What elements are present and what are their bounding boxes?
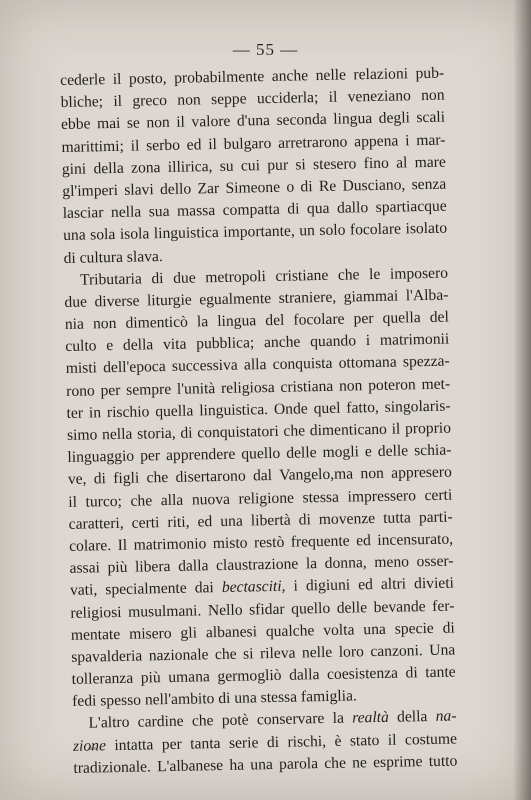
italic-segment: realtà bbox=[352, 709, 390, 727]
text-line: nia non dimenticò la lingua del focolare per quella del bbox=[64, 308, 449, 334]
text-line: spavalderia nazionale che si rileva nelle loro canzoni. Una bbox=[71, 641, 456, 666]
text-line: cederle il posto, probabilmente anche nelle relazioni pub- bbox=[60, 64, 445, 89]
text-line: il turco; che alla nuova religione stessa impressero certi bbox=[68, 486, 453, 511]
text-segment: i digiuni ed altri divieti bbox=[285, 574, 455, 596]
italic-segment: bectasciti, bbox=[221, 578, 286, 597]
text-line: gl'imperi slavi dello Zar Simeone o di Re Dusciano, senza bbox=[62, 175, 447, 200]
text-line: misti dell'epoca successiva alla conquista ottomana spezza- bbox=[65, 353, 450, 378]
text-line: lasciar nella sua massa compatta di qua dallo spartiacque bbox=[62, 197, 447, 223]
text-line: linguaggio per apprendere quello delle mogli e delle schia- bbox=[67, 441, 452, 467]
text-line: Tributaria di due metropoli cristiane che le imposero bbox=[79, 264, 449, 289]
text-line: ve, di figli che disertarono dal Vangelo,ma non appresero bbox=[67, 463, 452, 489]
text-line: gini della zona illirica, su cui pur si stesero fino al mare bbox=[61, 153, 446, 178]
text-line: colare. Il matrimonio misto restò frequente ed incensurato, bbox=[68, 530, 454, 555]
text-line: bliche; il greco non seppe ucciderla; il veneziano non bbox=[60, 86, 445, 112]
page-gutter-shadow bbox=[513, 0, 531, 800]
text-line: religiosi musulmani. Nello sfidar quello delle bevande fer- bbox=[70, 597, 455, 622]
text-line: culto e della vita pubblica; anche quando i matrimonii bbox=[65, 330, 450, 356]
text-line: tolleranza più umana germogliò dalla coesistenza di tante bbox=[71, 663, 456, 688]
text-line: assai più libera dalla claustrazione la donna, meno osser- bbox=[69, 552, 454, 578]
text-segment: della bbox=[388, 708, 436, 727]
body-text bbox=[60, 63, 458, 780]
text-segment: vati, specialmente dai bbox=[69, 579, 223, 600]
text-line: marittimi; il serbo ed il bulgaro arretrarono appena i mar- bbox=[61, 131, 446, 156]
text-line: mentate misero gli albanesi qualche volta una specie di bbox=[70, 619, 455, 644]
italic-segment: zione bbox=[72, 736, 107, 755]
text-segment: intatta per tanta serie di rischi, è stato il costume bbox=[105, 730, 458, 754]
text-line: rono per sempre l'unità religiosa cristiana non poteron met- bbox=[66, 375, 451, 400]
text-line: caratteri, certi riti, ed una libertà di movenze tutta parti- bbox=[68, 508, 453, 533]
text-line: simo nella storia, di conquistatori che dimenticano il proprio bbox=[66, 419, 452, 444]
text-line: una sola isola linguistica importante, un solo focolare isolato bbox=[63, 219, 448, 245]
text-line: ebbe mai se non il valore d'una seconda lingua degli scali bbox=[60, 108, 446, 134]
text-segment: L'altro cardine che potè conservare la bbox=[88, 709, 353, 733]
text-line: fedi spesso nell'ambito di una stessa famiglia. bbox=[71, 687, 357, 711]
text-line: due diverse liturgie egualmente straniere, giammai l'Alba- bbox=[64, 286, 449, 311]
text-line: di cultura slava. bbox=[63, 247, 163, 267]
text-line: ter in rischio quella linguistica. Onde quel fatto, singolaris- bbox=[66, 397, 451, 422]
page-number: — 55 — bbox=[232, 40, 299, 59]
italic-segment: na- bbox=[435, 707, 457, 726]
text-line: tradizionale. L'albanese ha una parola che ne esprime tutto bbox=[73, 752, 458, 777]
paper-speck bbox=[88, 747, 96, 750]
